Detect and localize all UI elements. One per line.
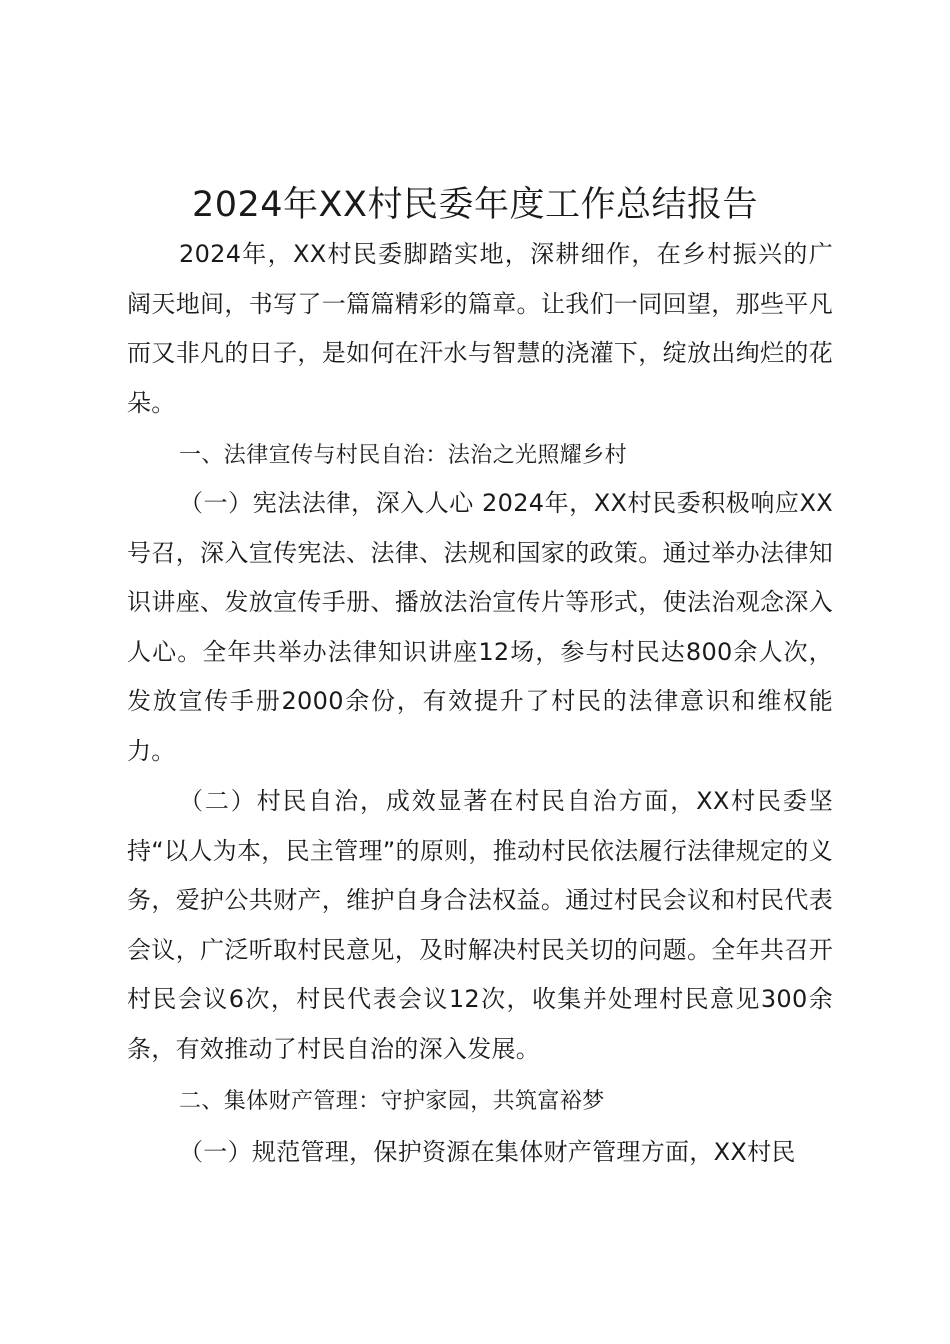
section1-heading: 一、法律宣传与村民自治：法治之光照耀乡村 — [179, 443, 628, 468]
section1-paragraph-1: （一）宪法法律，深入人心 2024年，XX村民委积极响应XX号召，深入宣传宪法、法律、法规和国家的政策。通过举办法律知识讲座、发放宣传手册、播放法治宣传片等形式，使法治观念深入人心。全年共举办法律知识讲座12场，参与村民达800余人次，发放宣传手册2000余份，有效提升了村民的法律意识和维权能力。 — [127, 489, 833, 765]
section2-heading: 二、集体财产管理：守护家园，共筑富裕梦 — [179, 1089, 605, 1114]
section1-paragraph-2: （二）村民自治，成效显著在村民自治方面，XX村民委坚持“以人为本，民主管理”的原则，推动村民依法履行法律规定的义务，爱护公共财产，维护自身合法权益。通过村民会议和村民代表会议，广泛听取村民意见，及时解决村民关切的问题。全年共召开村民会议6次，村民代表会议12次，收集并处理村民意见300余条，有效推动了村民自治的深入发展。 — [127, 787, 833, 1063]
document-title: 2024年XX村民委年度工作总结报告 — [191, 185, 759, 225]
section2-paragraph-1: （一）规范管理，保护资源在集体财产管理方面，XX村民 — [179, 1138, 796, 1166]
intro-paragraph: 2024年，XX村民委脚踏实地，深耕细作，在乡村振兴的广阔天地间，书写了一篇篇精彩的篇章。让我们一同回望，那些平凡而又非凡的日子，是如何在汗水与智慧的浇灌下，绽放出绚烂的花朵。 — [127, 240, 833, 417]
